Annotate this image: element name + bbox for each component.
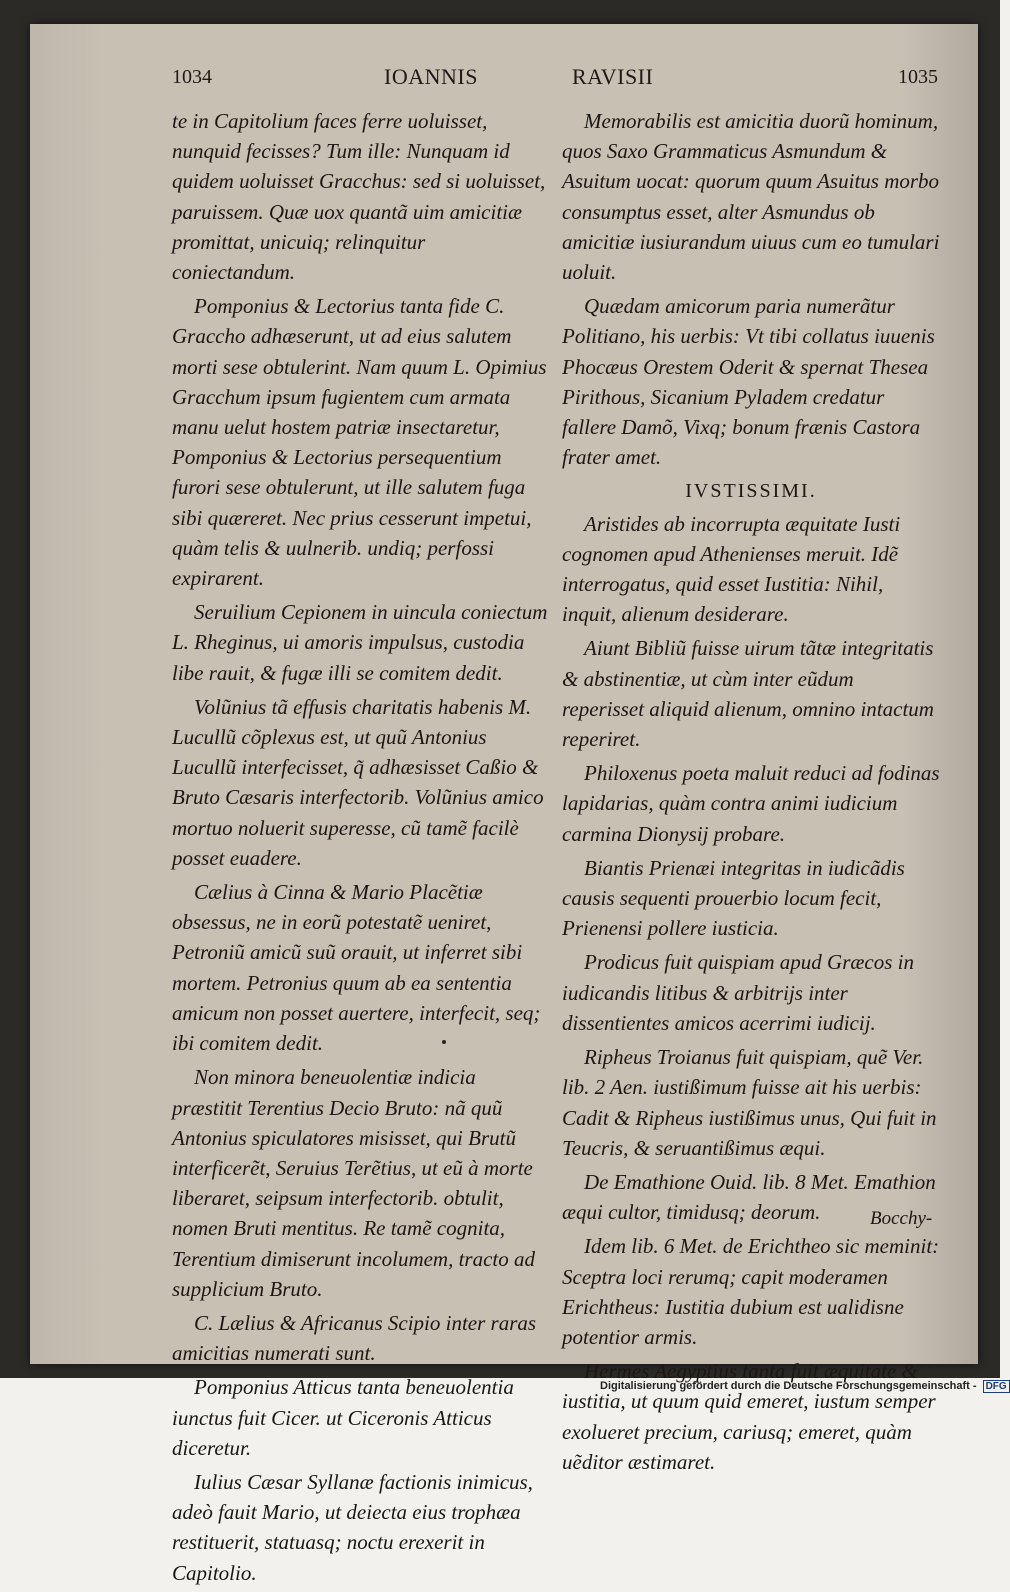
dfg-logo: DFG [983, 1380, 1010, 1393]
paragraph: Prodicus fuit quispiam apud Græcos in iudicandis litibus & arbitrijs inter dissentientes amicos acerrimi iudicij. [562, 950, 914, 1035]
funding-footer [600, 1380, 1007, 1394]
section-title: IVSTISSIMI. [685, 480, 817, 503]
paragraph: De Emathione Ouid. lib. 8 Met. Emathion æqui cultor, timidusq; deorum. [562, 1169, 936, 1225]
paragraph: Seruilium Cepionem in uincula coniectum L. Rheginus, ui amoris impulsus, custodia libe rauit, & fugæ illi se comitem dedit. [172, 600, 548, 685]
paragraph: Philoxenus poeta maluit reduci ad fodinas lapidarias, quàm contra animi iudicium carmina Dionysij probare. [562, 761, 940, 846]
paragraph: te in Capitolium faces ferre uoluisset, nunquid fecisses? Tum ille: Nunquam id quidem uoluisset Gracchus: sed si uoluisset, paruissem. Quæ uox quantã uim amicitiæ promittat, unicuiq; relinquitur coniectandum. [172, 109, 546, 285]
running-head-left: IOANNIS [384, 64, 478, 89]
ink-speck [442, 1040, 446, 1044]
running-head-right: RAVISII [572, 64, 654, 89]
paragraph: Aristides ab incorrupta æquitate Iusti cognomen apud Athenienses meruit. Idẽ interrogatus, quid esset Iustitia: Nihil, inquit, alienum desiderare. [562, 511, 901, 627]
paragraph: Volũnius tã effusis charitatis habenis M. Lucullũ cõplexus est, ut quũ Antonius Lucullũ interfecisset, q̃ adhæsisset Caßio & Bruto Cæsaris interfectorib. Volũnius amico mortuo noluerit superesse, cũ tamẽ facilè posset euadere. [172, 694, 544, 870]
paragraph: Iulius Cæsar Syllanæ factionis inimicus, adeò fauit Mario, ut deiecta eius trophæa restituerit, statuasq; noctu erexerit in Capitolio. [172, 1469, 533, 1585]
catchword: Bocchy- [870, 1208, 933, 1229]
paragraph: Pomponius Atticus tanta beneuolentia iunctus fuit Cicer. ut Ciceronis Atticus diceretur. [172, 1375, 514, 1460]
right-column [562, 106, 940, 1481]
paragraph: Cælius à Cinna & Mario Placẽtiæ obsessus, ne in eorũ potestatẽ ueniret, Petroniũ amicũ suũ orauit, ut inferret sibi mortem. Petronius quum ab ea sententia amicum non posset auertere, interfecit, seq; ibi comitem dedit. [172, 880, 541, 1056]
paragraph: Pomponius & Lectorius tanta fide C. Graccho adhæserunt, ut ad eius salutem morti sese obtulerint. Nam quum L. Opimius Gracchum ipsum fugientem cum armata manu uelut hostem patriæ insectaretur, Pomponius & Lectorius persequentium furori sese obtulerunt, ut ille salutem fuga sibi quæreret. Nec prius cesserunt impetui, quàm telis & uulnerib. undiq; perfossi expirarent. [172, 294, 547, 591]
paragraph: C. Lælius & Africanus Scipio inter raras amicitias numerati sunt. [172, 1310, 537, 1366]
paragraph: Aiunt Bibliũ fuisse uirum tãtæ integritatis & abstinentiæ, ut cùm inter eũdum reperisset aliquid alienum, omnino intactum reperiret. [562, 636, 934, 752]
footer-text: Digitalisierung gefördert durch die Deutsche Forschungsgemeinschaft - [600, 1380, 977, 1392]
paragraph: Memorabilis est amicitia duorũ hominum, quos Saxo Grammaticus Asmundum & Asuitum uocat: quorum quum Asuitus morbo consumptus esset, alter Asmundus ob amicitiæ iusiurandum uiuus cum eo tumulari uoluit. [562, 109, 940, 285]
left-column [172, 106, 550, 1592]
paragraph: Idem lib. 6 Met. de Erichtheo sic meminit: Sceptra loci rerumq; capit moderamen Erichtheus: Iustitia dubium est ualidisne potentior armis. [562, 1234, 940, 1349]
paragraph: Quædam amicorum paria numerãtur Politiano, his uerbis: Vt tibi collatus iuuenis Phocæus Orestem Oderit & spernat Thesea Pirithous, Sicanium Pyladem credatur fallere Damõ, Vixq; bonum frænis Castora frater amet. [562, 294, 935, 470]
paragraph: Hermes Aegyptius tanta fuit æquitate & iustitia, ut quum quid emeret, iustum semper exolueret precium, cariusq; emeret, quàm uẽditor æstimaret. [562, 1359, 936, 1474]
right-page-number: 1035 [898, 66, 938, 88]
paragraph: Biantis Prienæi integritas in iudicãdis causis sequenti prouerbio locum fecit, Prienensi pollere iusticia. [562, 855, 905, 941]
paragraph: Non minora beneuolentiæ indicia præstitit Terentius Decio Bruto: nã quũ Antonius spiculatores misisset, qui Brutũ interficerẽt, Seruius Terẽtius, ut eũ à morte liberaret, seipsum interfectorib. obtulit, nomen Bruti mentitus. Re tamẽ cognita, Terentium dimiserunt incolumem, tracto ad supplicium Bruto. [172, 1065, 536, 1301]
paragraph: Ripheus Troianus fuit quispiam, quẽ Ver. lib. 2 Aen. iustißimum fuisse ait his uerbis: Cadit & Ripheus iustißimus unus, Qui fuit in Teucris, & seruantißimus æqui. [562, 1045, 937, 1160]
left-page-number: 1034 [172, 66, 212, 88]
